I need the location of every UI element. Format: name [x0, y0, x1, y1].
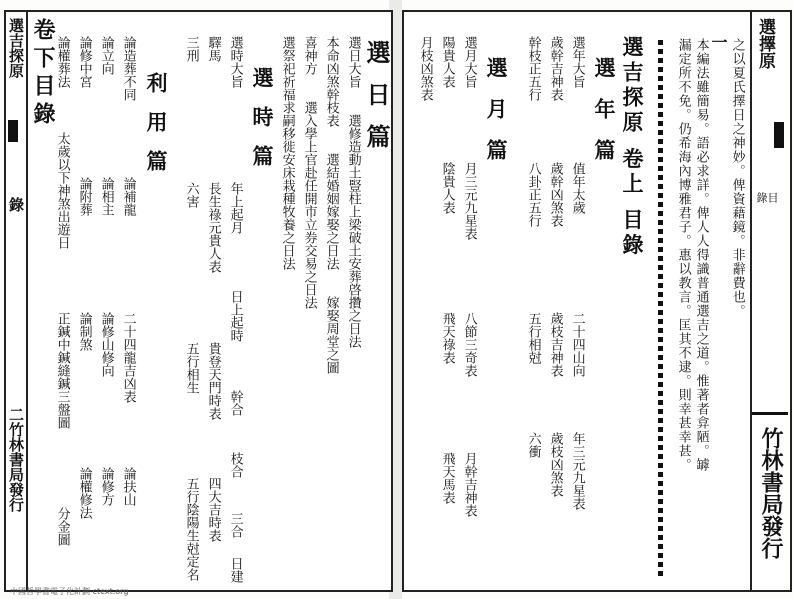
month-item: 飛天馬表	[439, 452, 455, 504]
left-edge-rule	[26, 12, 28, 590]
dotted-separator	[658, 40, 663, 580]
year-item: 六衝	[525, 432, 541, 458]
use-item: 論補龍	[120, 177, 136, 216]
month-item: 陽貴人表	[439, 36, 455, 88]
year-item: 五行相尅	[525, 312, 541, 364]
day-item: 選祭祀祈福求嗣移徙安床栽種牧養之日法	[279, 36, 295, 270]
right-edge-block	[774, 122, 784, 148]
use-item: 論修山修向	[98, 312, 114, 377]
year-item: 歲幹凶煞表	[547, 162, 563, 227]
day-item: 喜神方 選入學上官赴任開市立券交易之日法	[301, 36, 317, 309]
year-item: 幹枝正五行	[525, 36, 541, 101]
time-item: 選時大旨	[227, 36, 243, 88]
time-item: 五行相生	[183, 342, 199, 394]
volume-two-title: 卷下目錄	[30, 18, 56, 130]
note-line: 漏定所不免。仍希海內博雅君子。惠以教言。匡其不逮。則幸甚幸甚。	[675, 38, 691, 472]
time-item: 驛馬	[205, 36, 221, 62]
time-item: 貴登天門時表	[205, 342, 221, 420]
right-edge-rule	[750, 12, 752, 590]
use-item: 論權修法	[76, 467, 92, 519]
use-item: 論制煞	[76, 312, 92, 351]
month-item: 飛天祿表	[439, 312, 455, 364]
time-item: 六害	[183, 182, 199, 208]
time-item: 日建	[227, 557, 243, 583]
right-edge-header: 選擇原	[755, 18, 775, 69]
preface-line: 之以夏氏擇日之神妙。俾資藉鏡。非辭費也。	[729, 38, 745, 318]
time-item: 三刑	[183, 36, 199, 62]
time-item: 年上起月	[227, 182, 243, 234]
use-item: 正鍼中鍼縫鍼三盤圖	[54, 312, 70, 429]
use-item: 太歲以下神煞出遊日	[54, 132, 70, 249]
time-section-title: 選時篇	[250, 67, 275, 184]
month-item: 月幹吉神表	[461, 452, 477, 517]
use-item: 論造葬不同	[120, 36, 136, 101]
use-item: 論權葬法	[54, 36, 70, 88]
use-item: 論扶山	[120, 467, 136, 506]
left-edge-footer: 二竹林書局發行	[7, 407, 25, 512]
use-item: 論修中宮	[76, 36, 92, 88]
right-edge-label: 目 錄	[755, 192, 779, 203]
year-item: 二十四山向	[569, 312, 585, 377]
time-item: 幹合	[227, 390, 243, 416]
left-edge-header: 選吉探原	[7, 18, 25, 78]
month-item: 選月大旨	[461, 36, 477, 88]
watermark: 中國哲學書電子化計劃 ctext.org	[10, 587, 129, 596]
year-item: 八卦正五行	[525, 162, 541, 227]
use-item: 分金圖	[54, 507, 70, 546]
left-page	[4, 10, 393, 592]
time-item: 日上起時	[227, 290, 243, 342]
month-item: 陰貴人表	[439, 162, 455, 214]
month-item: 月三元九星表	[461, 162, 477, 240]
use-item: 二十四龍吉凶表	[120, 312, 136, 403]
time-item: 五行陰陽生尅定名	[183, 477, 199, 581]
time-item: 枝合	[227, 452, 243, 478]
volume-one-title: 選吉探原 卷上 目錄	[620, 36, 645, 259]
month-item: 月枝凶煞表	[417, 36, 433, 101]
left-edge-label: 錄	[7, 197, 25, 212]
publisher-imprint: 竹林書局發行	[758, 427, 784, 559]
use-item: 論附葬	[76, 177, 92, 216]
month-section-title: 選月篇	[484, 57, 509, 180]
time-item: 四大吉時表	[205, 477, 221, 542]
year-item: 年三元九星表	[569, 432, 585, 510]
use-section-title: 利用篇	[144, 72, 169, 189]
left-edge-block	[8, 120, 18, 142]
use-item: 論立向	[98, 36, 114, 75]
right-edge-divider	[752, 412, 788, 415]
day-item: 選日大旨 選修造動土豎柱上梁破土安葬啓攢之日法	[345, 36, 361, 348]
use-item: 論修方	[98, 467, 114, 506]
time-item: 長生祿元貴人表	[205, 182, 221, 273]
note-line: 本編法雖簡易。語必求詳。俾人人得識普通選吉之道。惟著者弇陋。罅	[693, 38, 709, 472]
day-item: 本命凶煞幹枝表 選結婚姻嫁娶之日法 嫁娶周堂之圖	[323, 36, 339, 374]
month-item: 八節三奇表	[461, 312, 477, 377]
year-item: 歲幹吉神表	[547, 36, 563, 101]
year-item: 歲枝吉神表	[547, 312, 563, 377]
day-section-title: 選日篇	[362, 40, 391, 166]
year-item: 選年大旨	[569, 36, 585, 88]
year-section-title: 選年篇	[592, 57, 617, 180]
time-item: 三合	[227, 512, 243, 538]
year-item: 歲枝凶煞表	[547, 432, 563, 497]
use-item: 論相主	[98, 177, 114, 216]
right-page	[402, 10, 792, 592]
year-item: 值年太歲	[569, 162, 585, 214]
note-number: 一	[709, 34, 728, 50]
